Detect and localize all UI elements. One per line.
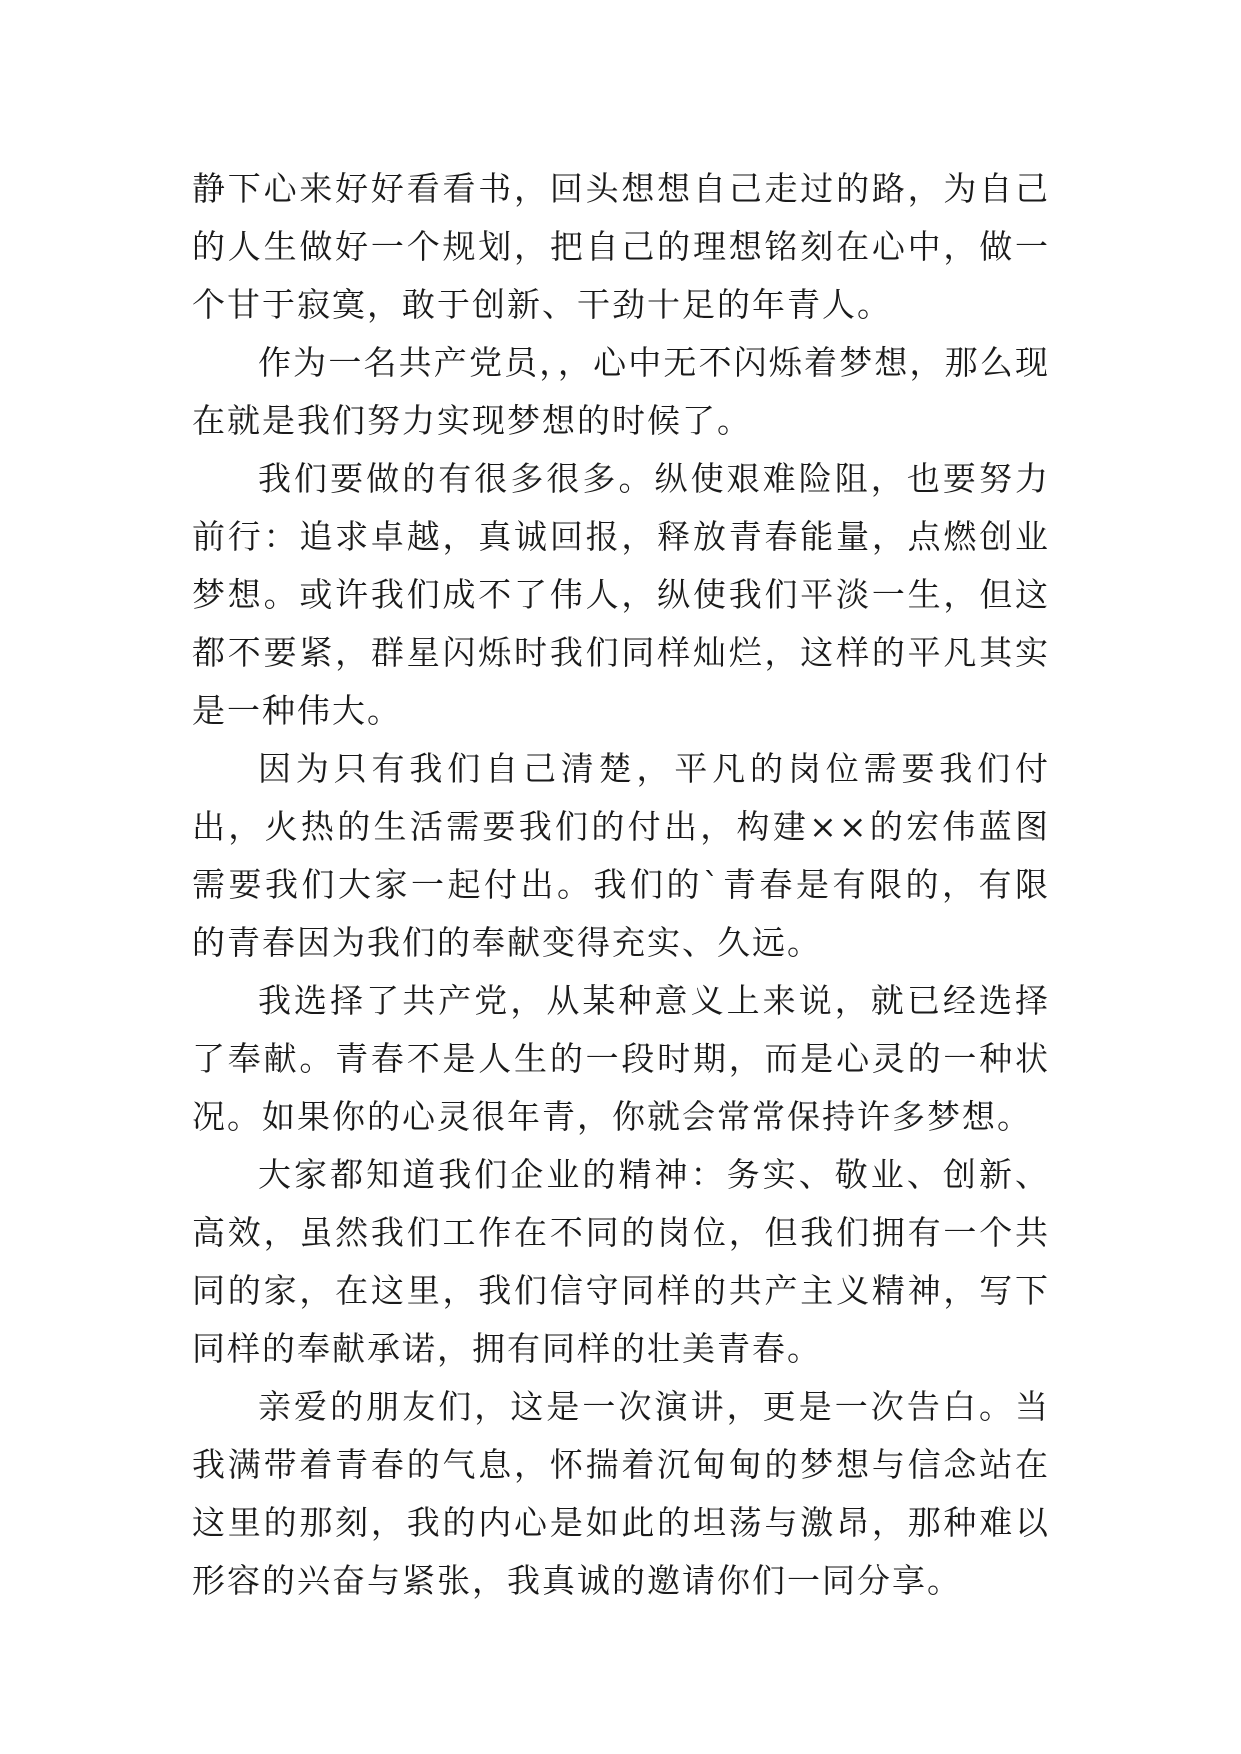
document-body [192, 160, 1050, 1610]
paragraph-continued: 静下心来好好看看书，回头想想自己走过的路，为自己的人生做好一个规划，把自己的理想铭刻在心中，做一个甘于寂寞，敢于创新、干劲十足的年青人。 [192, 169, 1050, 324]
paragraph: 因为只有我们自己清楚，平凡的岗位需要我们付出，火热的生活需要我们的付出，构建××的宏伟蓝图需要我们大家一起付出。我们的`青春是有限的，有限的青春因为我们的奉献变得充实、久远。 [192, 749, 1050, 962]
paragraph: 我们要做的有很多很多。纵使艰难险阻，也要努力前行：追求卓越，真诚回报，释放青春能量，点燃创业梦想。或许我们成不了伟人，纵使我们平淡一生，但这都不要紧，群星闪烁时我们同样灿烂，这样的平凡其实是一种伟大。 [192, 459, 1050, 730]
paragraph: 亲爱的朋友们，这是一次演讲，更是一次告白。当我满带着青春的气息，怀揣着沉甸甸的梦想与信念站在这里的那刻，我的内心是如此的坦荡与激昂，那种难以形容的兴奋与紧张，我真诚的邀请你们一同分享。 [192, 1387, 1050, 1600]
paragraph: 我选择了共产党，从某种意义上来说，就已经选择了奉献。青春不是人生的一段时期，而是心灵的一种状况。如果你的心灵很年青，你就会常常保持许多梦想。 [192, 981, 1050, 1136]
paragraph: 作为一名共产党员，，心中无不闪烁着梦想，那么现在就是我们努力实现梦想的时候了。 [192, 343, 1050, 440]
paragraph: 大家都知道我们企业的精神：务实、敬业、创新、高效，虽然我们工作在不同的岗位，但我们拥有一个共同的家，在这里，我们信守同样的共产主义精神，写下同样的奉献承诺，拥有同样的壮美青春。 [192, 1155, 1050, 1368]
